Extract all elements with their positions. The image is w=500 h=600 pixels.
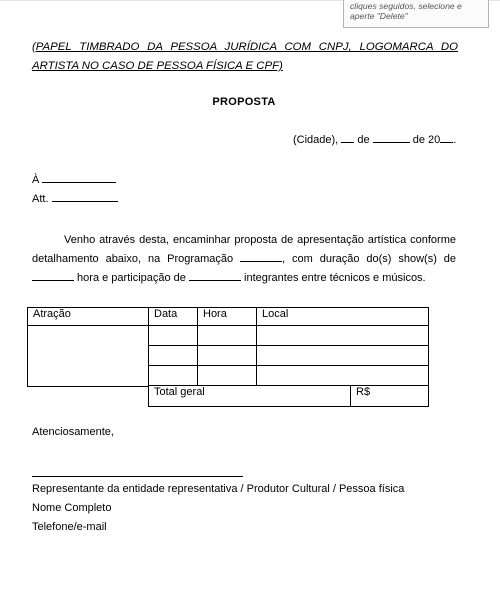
year-blank[interactable] <box>440 133 453 143</box>
body-paragraph: Venho através desta, encaminhar proposta de apresentação artística conforme detalhamento abaixo, na Programação , com duração do(s) show(s) de hora e participação de integrantes entre técnicos e músicos. <box>32 234 457 284</box>
signatory-name: Nome Completo <box>32 502 112 514</box>
duration-blank[interactable] <box>32 271 74 281</box>
location-cell[interactable] <box>257 366 429 386</box>
city-placeholder[interactable]: (Cidade), <box>293 134 342 146</box>
date-cell[interactable] <box>149 326 198 346</box>
date-cell[interactable] <box>149 346 198 366</box>
month-blank[interactable] <box>373 133 410 143</box>
note-line-2: cliques seguidos, selecione e <box>350 1 462 11</box>
table-total-row <box>149 386 429 407</box>
time-cell[interactable] <box>198 346 257 366</box>
location-cell[interactable] <box>257 346 429 366</box>
signature-line[interactable] <box>32 476 243 477</box>
total-label: Total geral <box>149 386 351 407</box>
signatory-role: Representante da entidade representativa / Produtor Cultural / Pessoa física <box>32 483 405 495</box>
total-value-cell[interactable]: R$ <box>351 386 429 407</box>
time-cell[interactable] <box>198 326 257 346</box>
attention-line <box>32 192 118 205</box>
signatory-contact: Telefone/e-mail <box>32 521 107 533</box>
participants-blank[interactable] <box>189 271 241 281</box>
recipient-line <box>32 173 116 186</box>
attention-label: Att. <box>32 193 52 205</box>
table-header-row <box>28 308 429 326</box>
table-row <box>28 326 429 346</box>
total-table <box>148 385 429 407</box>
letterhead-instruction[interactable]: (PAPEL TIMBRADO DA PESSOA JURÍDICA COM CNPJ, LOGOMARCA DO ARTISTA NO CASO DE PESSOA FÍSICA E CPF) <box>32 41 458 72</box>
proposal-table <box>27 307 429 387</box>
document-title: PROPOSTA <box>212 96 276 108</box>
header-date: Data <box>149 308 198 326</box>
header-location: Local <box>257 308 429 326</box>
time-cell[interactable] <box>198 366 257 386</box>
attraction-cell[interactable] <box>28 326 149 387</box>
recipient-label: À <box>32 174 43 186</box>
date-cell[interactable] <box>149 366 198 386</box>
closing-text: Atenciosamente, <box>32 426 114 438</box>
location-cell[interactable] <box>257 326 429 346</box>
header-attraction: Atração <box>28 308 149 326</box>
day-blank[interactable] <box>341 133 354 143</box>
date-line: (Cidade), de de 20 . <box>293 134 457 146</box>
header-time: Hora <box>198 308 257 326</box>
instruction-note-box <box>343 0 489 28</box>
attention-blank[interactable] <box>52 192 118 202</box>
recipient-blank[interactable] <box>42 173 116 183</box>
program-blank[interactable] <box>240 252 282 262</box>
note-line-3: aperte "Delete" <box>350 11 408 21</box>
